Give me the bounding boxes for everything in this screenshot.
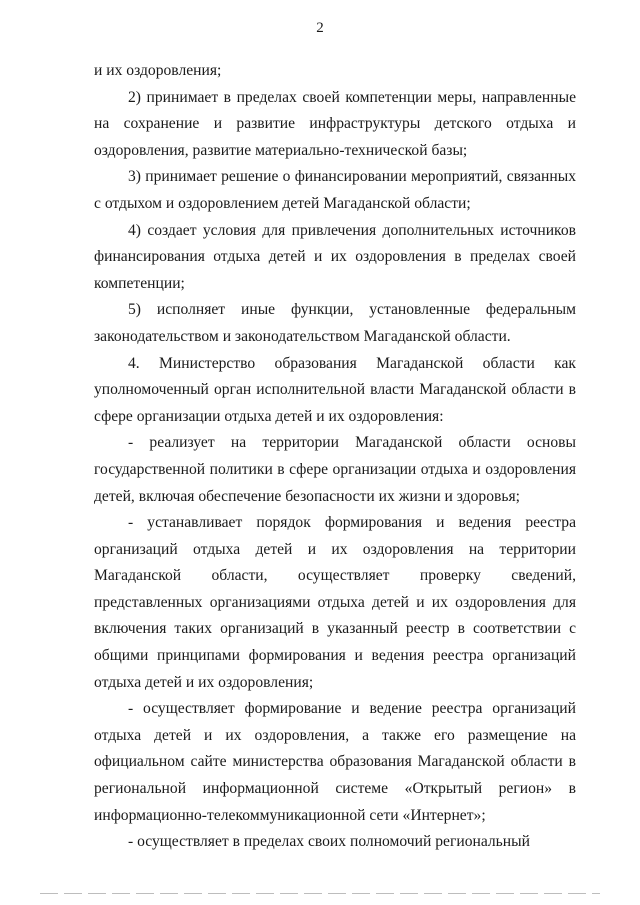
- document-body: [94, 58, 576, 856]
- paragraph-bullet-4: - осуществляет в пределах своих полномочий региональный: [128, 833, 530, 851]
- paragraph-item-4: 4) создает условия для привлечения дополнительных источников финансирования отдыха детей и их оздоровления в пределах своей компетенции;: [94, 221, 576, 292]
- paragraph-item-5: 5) исполняет иные функции, установленные федеральным законодательством и законодательством Магаданской области.: [94, 301, 576, 345]
- scan-edge-line: [40, 893, 600, 894]
- paragraph-item-2: 2) принимает в пределах своей компетенции меры, направленные на сохранение и развитие инфраструктуры детского отдыха и оздоровления, развитие материально-технической базы;: [94, 88, 576, 159]
- paragraph-continuation: и их оздоровления;: [94, 62, 222, 79]
- paragraph-bullet-1: - реализует на территории Магаданской области основы государственной политики в сфере организации отдыха и оздоровления детей, включая обеспечение безопасности их жизни и здоровья;: [94, 434, 576, 505]
- paragraph-bullet-2: - устанавливает порядок формирования и ведения реестра организаций отдыха детей и их оздоровления на территории Магаданской области, осуществляет проверку сведений, представленных организациями отдыха детей и их оздоровления для включения таких организаций в указанный реестр в соответствии с общими принципами формирования и ведения реестра организаций отдыха детей и их оздоровления;: [94, 514, 576, 691]
- paragraph-section-4: 4. Министерство образования Магаданской области как уполномоченный орган исполнительной власти Магаданской области в сфере организации отдыха детей и их оздоровления:: [94, 354, 576, 425]
- paragraph-bullet-3: - осуществляет формирование и ведение реестра организаций отдыха детей и их оздоровления, а также его размещение на официальном сайте министерства образования Магаданской области в региональной информационной системе «Открытый регион» в информационно-телекоммуникационной сети «Интернет»;: [94, 700, 576, 824]
- paragraph-item-3: 3) принимает решение о финансировании мероприятий, связанных с отдыхом и оздоровлением детей Магаданской области;: [94, 168, 576, 212]
- page-number: 2: [316, 20, 324, 36]
